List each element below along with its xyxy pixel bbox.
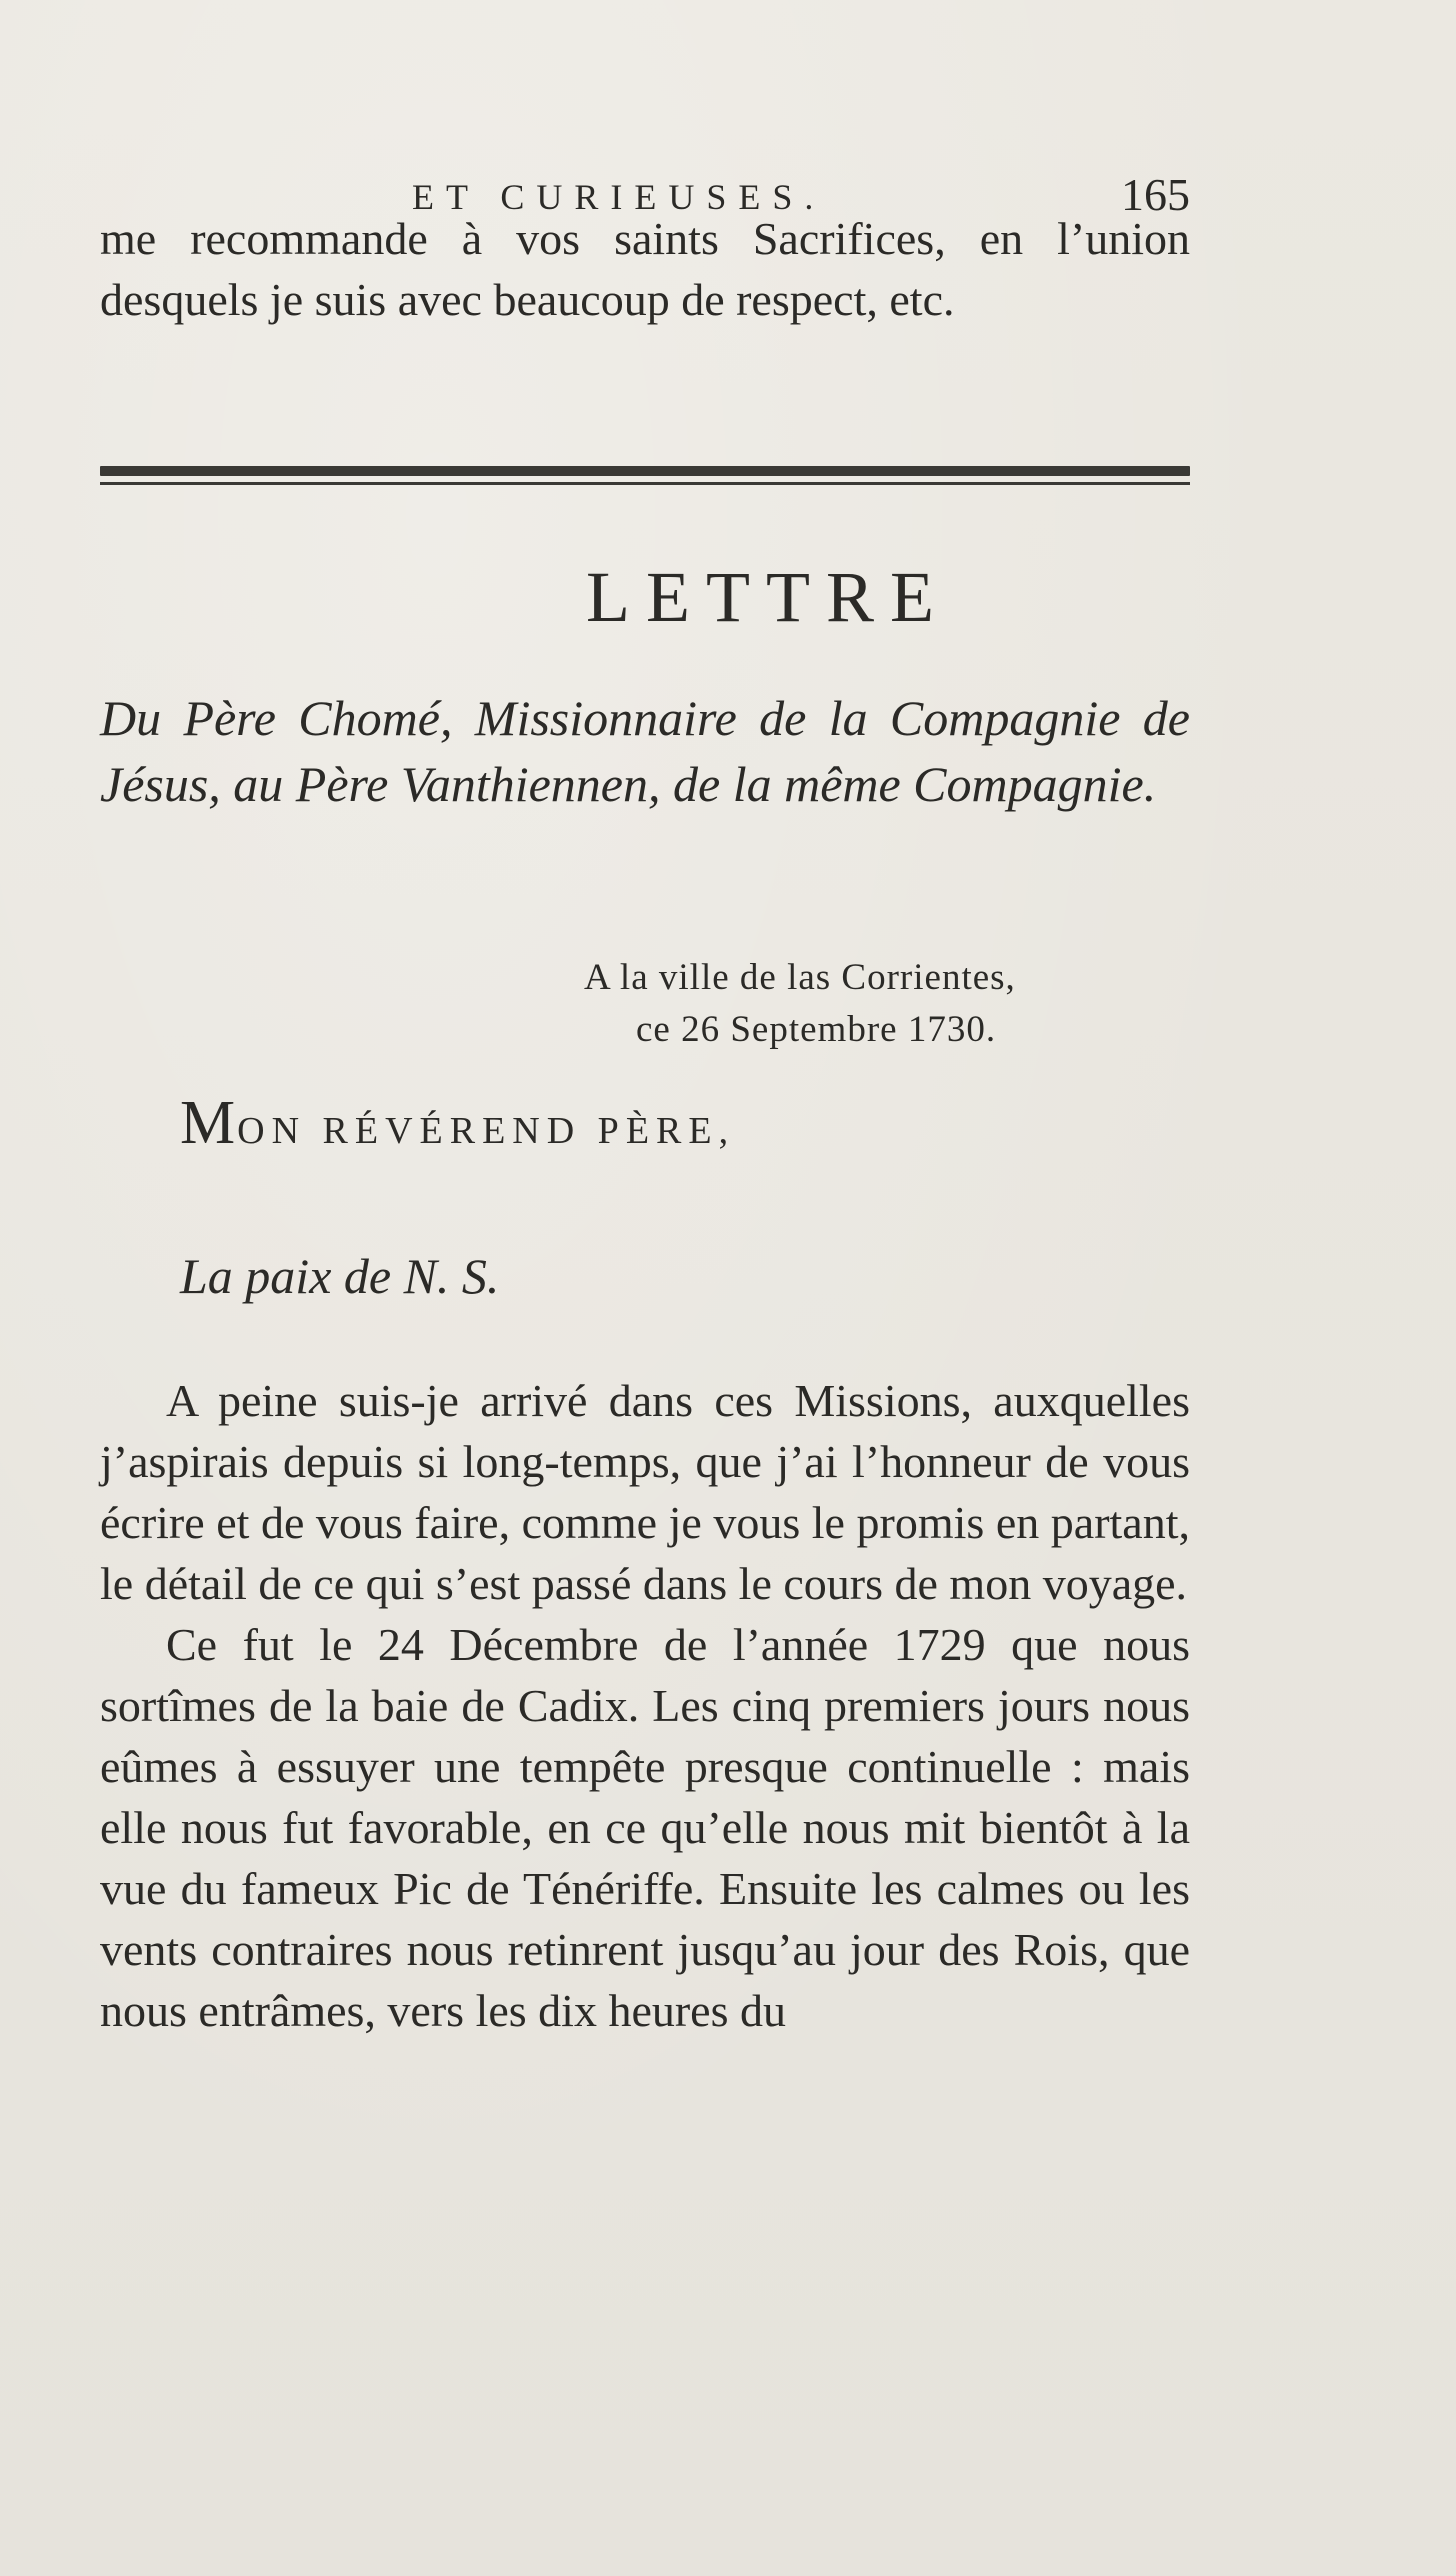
thin-rule	[100, 482, 1190, 485]
letter-title: LETTRE	[586, 557, 950, 637]
letter-dateline	[584, 952, 1144, 1056]
dateline-place: A la ville de las Corrientes,	[584, 957, 1016, 998]
previous-letter-ending: me recommande à vos saints Sacrifices, en l’union desquels je suis avec beaucoup de respect, etc.	[100, 213, 1190, 325]
paragraph: Ce fut le 24 Décembre de l’année 1729 que nous sortîmes de la baie de Cadix. Les cinq premiers jours nous eûmes à essuyer une tempête presque continuelle : mais elle nous fut favorable, en ce qu’elle nous mit bientôt à la vue du fameux Pic de Ténériffe. Ensuite les calmes ou les vents contraires nous retinrent jusqu’au jour des Rois, que nous entrâmes, vers les dix heures du	[100, 1619, 1190, 2036]
section-divider-rule	[100, 466, 1190, 494]
salutation	[180, 1088, 735, 1159]
thick-rule	[100, 466, 1190, 476]
greeting-line: La paix de N. S.	[180, 1248, 500, 1304]
dateline-date: ce 26 Septembre 1730.	[636, 1009, 997, 1050]
letter-subtitle: Du Père Chomé, Missionnaire de la Compagnie de Jésus, au Père Vanthiennen, de la même Compagnie.	[100, 690, 1190, 812]
salutation-initial: M	[180, 1089, 238, 1157]
page-number: 165	[1121, 169, 1190, 220]
letter-body	[100, 1370, 1190, 2041]
salutation-rest: ON RÉVÉREND PÈRE,	[237, 1110, 736, 1152]
paragraph: A peine suis-je arrivé dans ces Missions, auxquelles j’aspirais depuis si long-temps, que j’ai l’honneur de vous écrire et de vous faire, comme je vous le promis en partant, le détail de ce qui s’est passé dans le cours de mon voyage.	[100, 1375, 1190, 1609]
running-head: ET CURIEUSES.	[412, 177, 826, 217]
